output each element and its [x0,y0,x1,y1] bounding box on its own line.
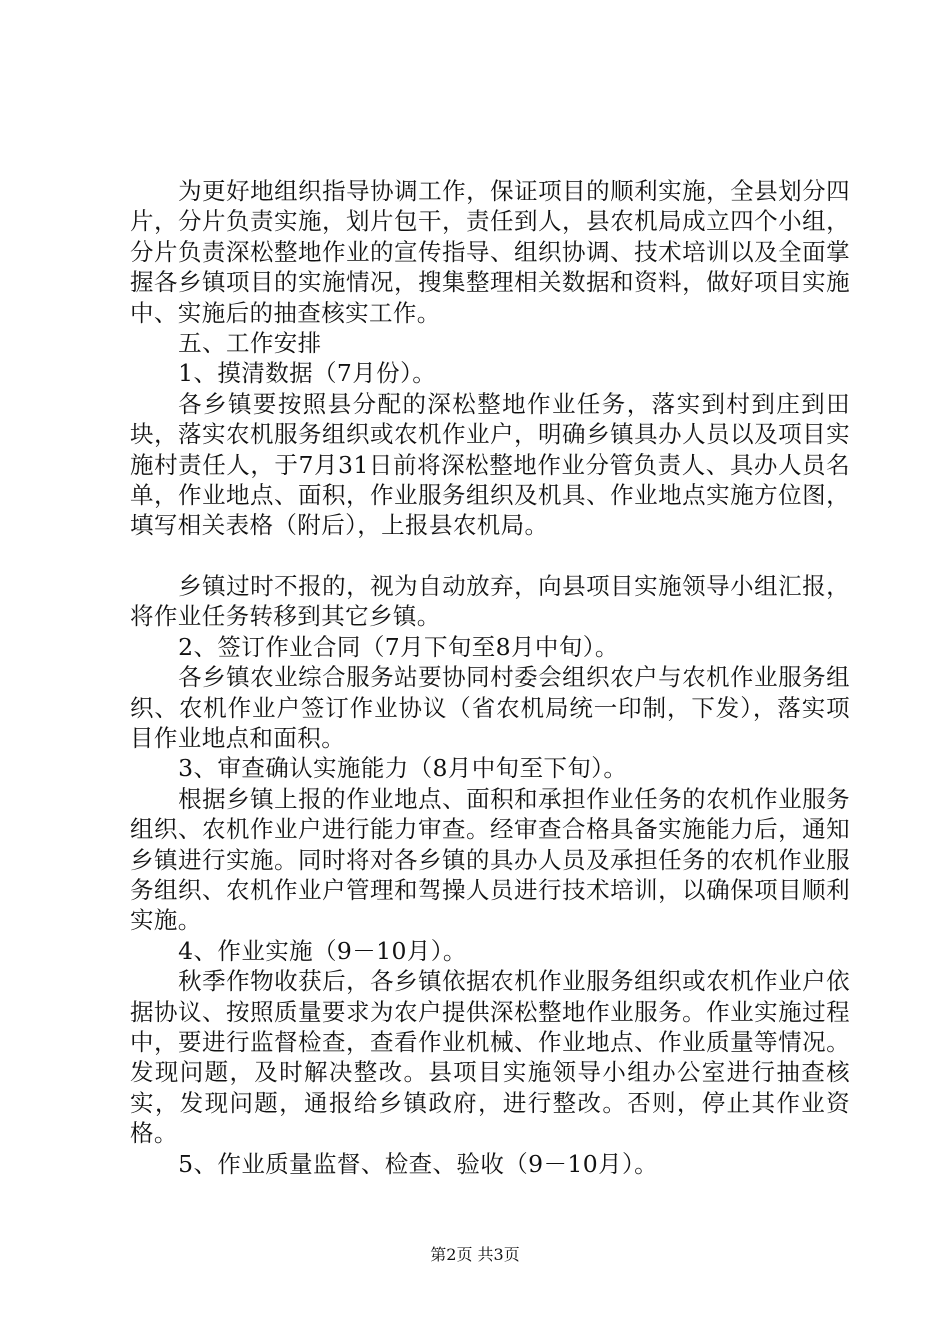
heading-work-arrangement: 五、工作安排 [178,329,322,358]
item-2-title: 2、签订作业合同（7月下旬至8月中旬）。 [178,632,619,661]
item-5-title: 5、作业质量监督、检查、验收（9－10月）。 [178,1149,659,1178]
item-4-body: 秋季作物收获后，各乡镇依据农机作业服务组织或农机作业户依据协议、按照质量要求为农户提供深松整地作业服务。作业实施过程中，要进行监督检查，查看作业机械、作业地点、作业质量等情况。发现问题，及时解决整改。县项目实施领导小组办公室进行抽查核实，发现问题，通报给乡镇政府，进行整改。否则，停止其作业资格。 [130,967,850,1148]
item-1-note: 乡镇过时不报的，视为自动放弃，向县项目实施领导小组汇报，将作业任务转移到其它乡镇。 [130,571,850,631]
item-3-body: 根据乡镇上报的作业地点、面积和承担作业任务的农机作业服务组织、农机作业户进行能力审查。经审查合格具备实施能力后，通知乡镇进行实施。同时将对各乡镇的具办人员及承担任务的农机作业服务组织、农机作业户管理和驾操人员进行技术培训，以确保项目顺利实施。 [130,784,850,935]
page-footer: 第2页 共3页 [430,1245,520,1264]
item-3-title: 3、审查确认实施能力（8月中旬至下旬）。 [178,754,628,783]
item-4-title: 4、作业实施（9－10月）。 [178,936,467,965]
paragraph-organization: 为更好地组织指导协调工作，保证项目的顺利实施，全县划分四片，分片负责实施，划片包干，责任到人，县农机局成立四个小组，分片负责深松整地作业的宣传指导、组织协调、技术培训以及全面掌握各乡镇项目的实施情况，搜集整理相关数据和资料，做好项目实施中、实施后的抽查核实工作。 [130,177,850,327]
item-2-body: 各乡镇农业综合服务站要协同村委会组织农户与农机作业服务组织、农机作业户签订作业协议（省农机局统一印制，下发），落实项目作业地点和面积。 [130,663,850,752]
document-body [130,176,850,1179]
item-1-title: 1、摸清数据（7月份）。 [178,359,437,388]
item-1-body: 各乡镇要按照县分配的深松整地作业任务，落实到村到庄到田块，落实农机服务组织或农机作业户，明确乡镇具办人员以及项目实施村责任人，于7月31日前将深松整地作业分管负责人、具办人员名单，作业地点、面积，作业服务组织及机具、作业地点实施方位图，填写相关表格（附后），上报县农机局。 [130,389,850,540]
